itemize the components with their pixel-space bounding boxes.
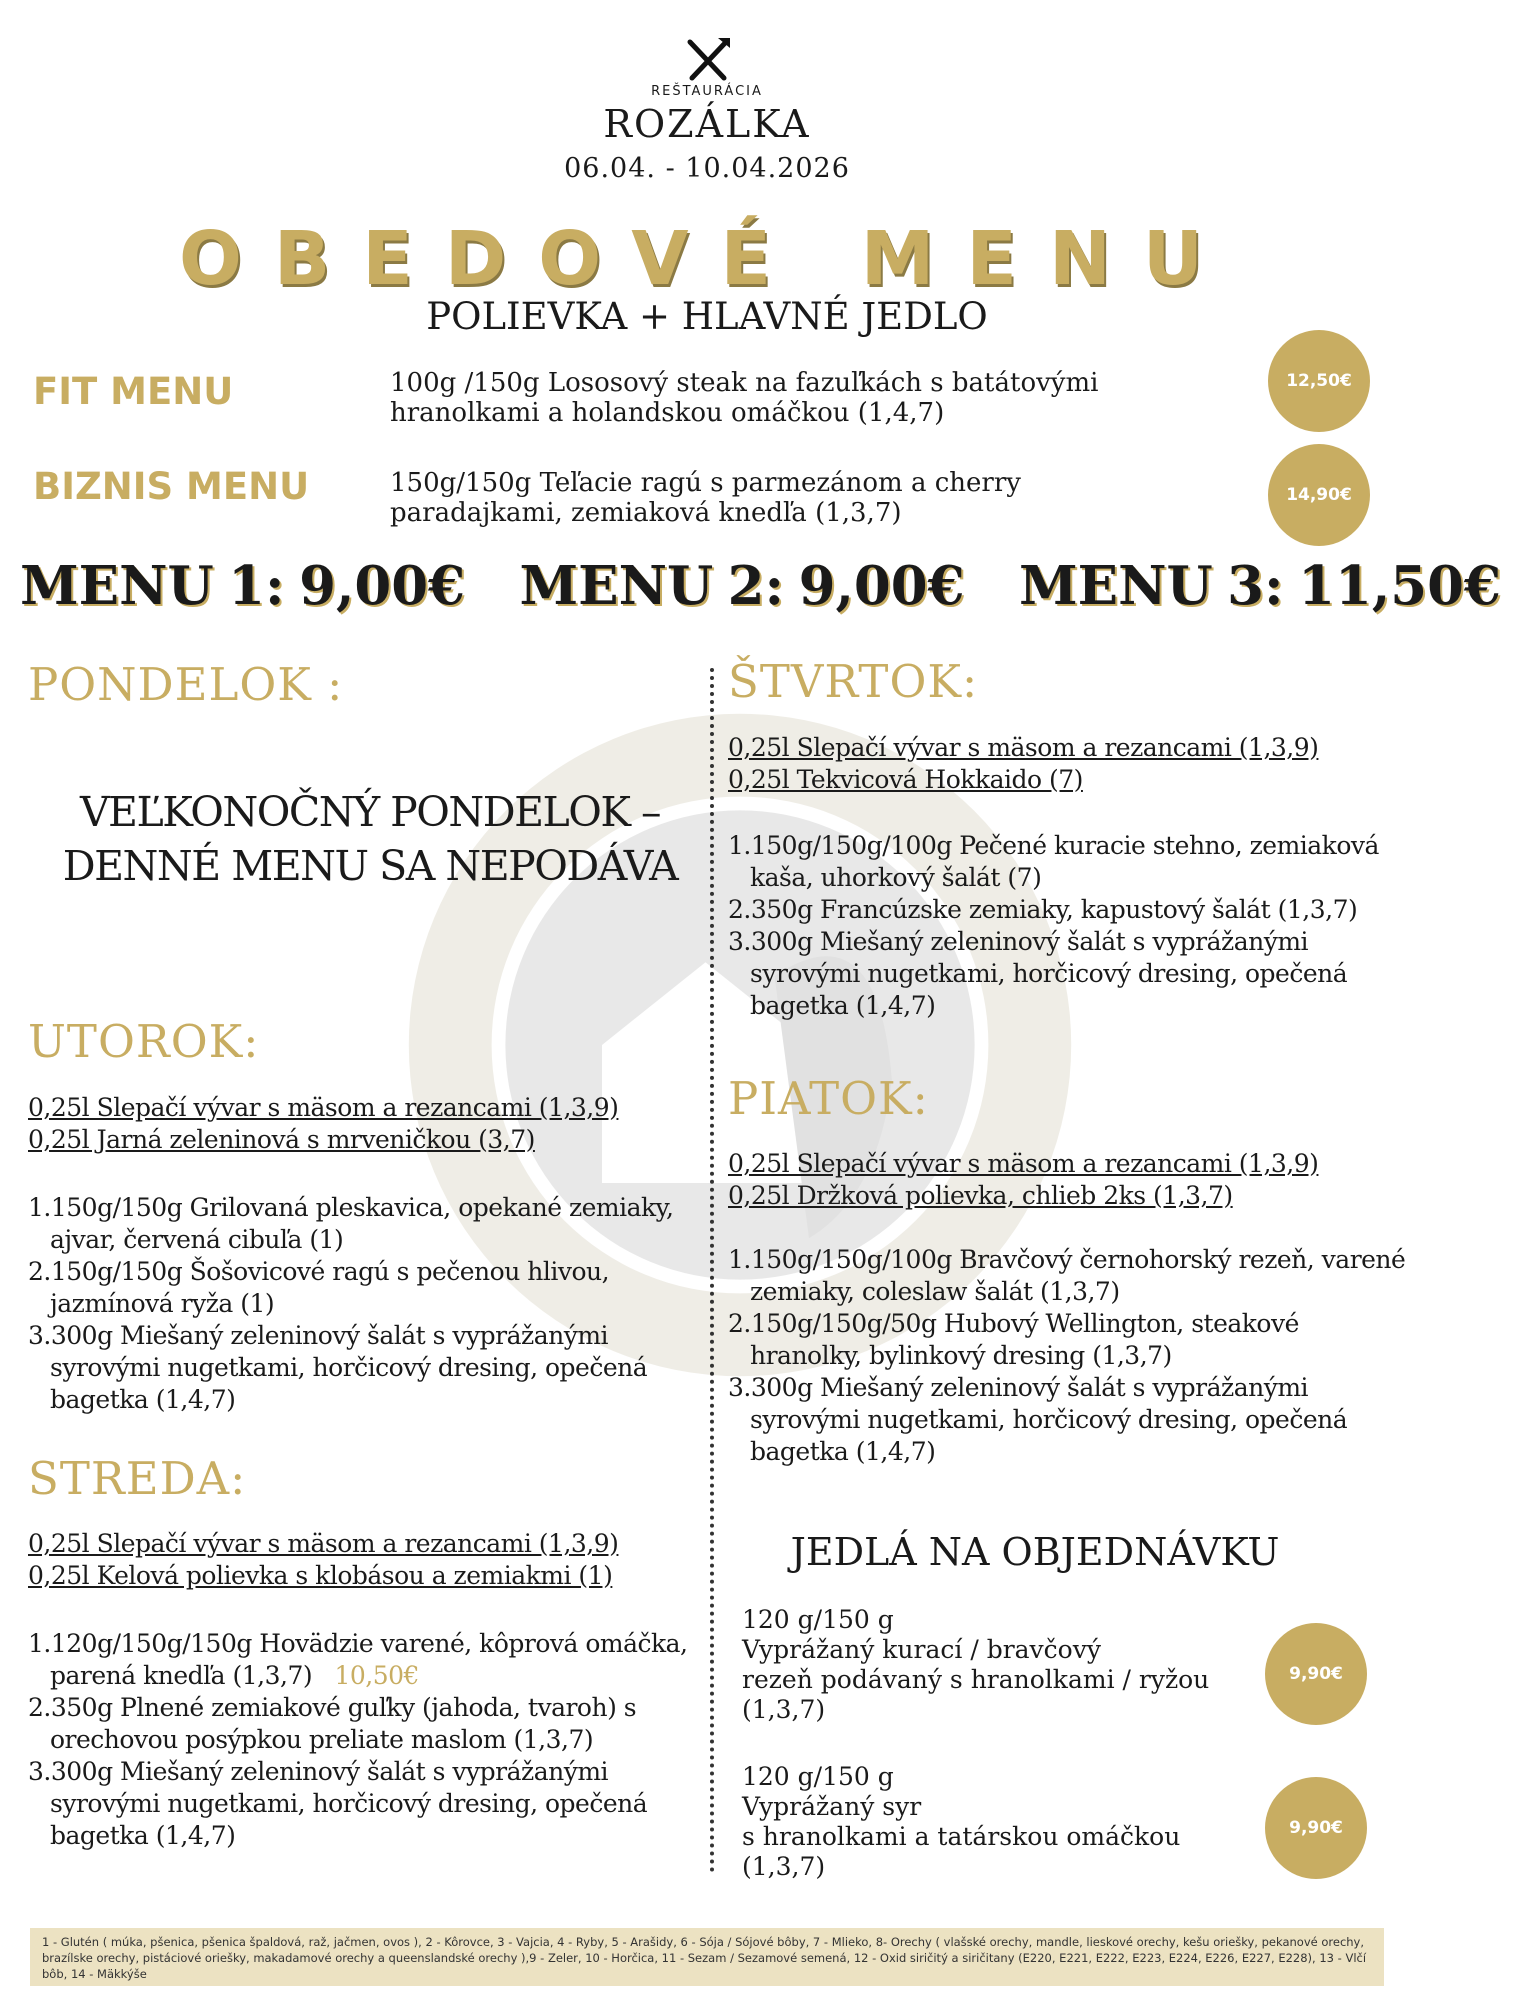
soup-item: 0,25l Slepačí vývar s mäsom a rezancami (1,3,9) (28, 1529, 619, 1558)
tuesday-dishes (28, 1192, 708, 1416)
soup-item: 0,25l Slepačí vývar s mäsom a rezancami (1,3,9) (728, 733, 1319, 762)
fit-menu-line: hranolkami a holandskou omáčkou (1,4,7) (390, 398, 945, 428)
friday-title: PIATOK: (728, 1072, 929, 1125)
soup-item: 0,25l Slepačí vývar s mäsom a rezancami (1,3,9) (728, 1149, 1319, 1178)
menu-prices (0, 555, 1501, 617)
biznis-menu-description (390, 468, 1021, 528)
dish-item: 1.150g/150g Grilovaná pleskavica, opekané zemiaky, ajvar, červená cibuľa (1) (28, 1193, 674, 1254)
friday-dishes (728, 1244, 1408, 1468)
page-subtitle: POLIEVKA + HLAVNÉ JEDLO (426, 295, 988, 338)
monday-note-line: DENNÉ MENU SA NEPODÁVA (62, 842, 678, 890)
order-title: JEDLÁ NA OBJEDNÁVKU (790, 1530, 1280, 1574)
order-item-price-badge: 9,90€ (1265, 1777, 1367, 1879)
order-item-line: Vyprážaný syr (742, 1792, 922, 1821)
order-item (742, 1762, 1222, 1882)
dish-item: 2.350g Plnené zemiakové guľky (jahoda, tvaroh) s orechovou posýpkou preliate maslom (1,3,7) (28, 1693, 637, 1754)
soup-item: 0,25l Tekvicová Hokkaido (7) (728, 765, 1083, 794)
menu-1-price: MENU 1: 9,00€ (20, 555, 466, 617)
soup-item: 0,25l Jarná zeleninová s mrveničkou (3,7) (28, 1125, 535, 1154)
order-item-line: (1,3,7) (742, 1852, 826, 1881)
wednesday-title: STREDA: (28, 1452, 247, 1505)
wednesday-dishes (28, 1628, 708, 1852)
friday-soups (728, 1148, 1388, 1212)
order-item-line: 120 g/150 g (742, 1762, 894, 1791)
fork-knife-icon (682, 34, 734, 86)
soup-item: 0,25l Kelová polievka s klobásou a zemiakmi (1) (28, 1561, 613, 1590)
menu-3-price: MENU 3: 11,50€ (1019, 555, 1501, 617)
thursday-soups (728, 732, 1388, 796)
dish-item: 3.300g Miešaný zeleninový šalát s vyprážanými syrovými nugetkami, horčicový dresing, opečená bagetka (1,4,7) (728, 927, 1348, 1020)
soup-item: 0,25l Slepačí vývar s mäsom a rezancami (1,3,9) (28, 1093, 619, 1122)
dish-item: 1.120g/150g/150g Hovädzie varené, kôprová omáčka, parená knedľa (1,3,7) 10,50€ (28, 1629, 688, 1690)
thursday-title: ŠTVRTOK: (728, 655, 979, 708)
monday-note (30, 785, 710, 893)
allergen-footer: 1 - Glutén ( múka, pšenica, pšenica špaldová, raž, jačmen, ovos ), 2 - Kôrovce, 3 - Vajcia, 4 - Ryby, 5 - Arašidy, 6 - Sója / Sójové bôby, 7 - Mlieko, 8- Orechy ( vlašské orechy, mandle, lieskové orechy, kešu oriešky, pekanové orechy, brazílske orechy, pistáciové oriešky, makadamové orechy a queenslandské orechy ),9 - Zeler, 10 - Horčica, 11 - Sezam / Sezamové semená, 12 - Oxid siričitý a siričitany (E220, E221, E222, E223, E224, E226, E227, E228), 13 - Vlčí bôb, 14 - Mäkkýše (30, 1928, 1384, 1986)
soup-item: 0,25l Držková polievka, chlieb 2ks (1,3,7) (728, 1181, 1233, 1210)
tuesday-soups (28, 1092, 698, 1156)
monday-title: PONDELOK : (28, 658, 344, 711)
dish-item: 2.150g/150g Šošovicové ragú s pečenou hlivou, jazmínová ryža (1) (28, 1257, 610, 1318)
monday-note-line: VEĽKONOČNÝ PONDELOK – (79, 788, 661, 836)
biznis-menu-price-badge: 14,90€ (1268, 444, 1370, 546)
dish-item: 2.350g Francúzske zemiaky, kapustový šalát (1,3,7) (728, 895, 1358, 924)
brand-name: ROZÁLKA (603, 102, 811, 146)
dish-item: 1.150g/150g/100g Pečené kuracie stehno, zemiaková kaša, uhorkový šalát (7) (728, 831, 1379, 892)
dish-item: 2.150g/150g/50g Hubový Wellington, steakové hranolky, bylinkový dresing (1,3,7) (728, 1309, 1299, 1370)
order-item-line: Vyprážaný kurací / bravčový (742, 1635, 1101, 1664)
order-item-line: (1,3,7) (742, 1695, 826, 1724)
wednesday-soups (28, 1528, 698, 1592)
dish-item: 3.300g Miešaný zeleninový šalát s vyprážanými syrovými nugetkami, horčicový dresing, opečená bagetka (1,4,7) (28, 1757, 648, 1850)
column-divider (710, 668, 714, 1873)
order-item-line: s hranolkami a tatárskou omáčkou (742, 1822, 1181, 1851)
menu-2-price: MENU 2: 9,00€ (519, 555, 965, 617)
fit-menu-description (390, 368, 1098, 428)
date-range: 06.04. - 10.04.2026 (564, 153, 850, 184)
brand-label: REŠTAURÁCIA (651, 84, 763, 99)
dish-extra-price: 10,50€ (334, 1661, 419, 1690)
biznis-menu-line: 150g/150g Teľacie ragú s parmezánom a cherry (390, 468, 1021, 498)
order-item-line: 120 g/150 g (742, 1605, 894, 1634)
page-title: OBEDOVÉ MENU (179, 216, 1235, 302)
fit-menu-line: 100g /150g Lososový steak na fazuľkách s batátovými (390, 368, 1099, 398)
biznis-menu-label: BIZNIS MENU (33, 465, 310, 508)
order-item (742, 1605, 1222, 1725)
fit-menu-price-badge: 12,50€ (1268, 330, 1370, 432)
tuesday-title: UTOROK: (28, 1015, 260, 1068)
biznis-menu-line: paradajkami, zemiaková knedľa (1,3,7) (390, 498, 902, 528)
order-item-price-badge: 9,90€ (1265, 1623, 1367, 1725)
dish-item: 1.150g/150g/100g Bravčový černohorský rezeň, varené zemiaky, coleslaw šalát (1,3,7) (728, 1245, 1406, 1306)
fit-menu-label: FIT MENU (33, 370, 234, 413)
order-item-line: rezeň podávaný s hranolkami / ryžou (742, 1665, 1210, 1694)
dish-item: 3.300g Miešaný zeleninový šalát s vyprážanými syrovými nugetkami, horčicový dresing, opečená bagetka (1,4,7) (728, 1373, 1348, 1466)
thursday-dishes (728, 830, 1398, 1022)
dish-item: 3.300g Miešaný zeleninový šalát s vyprážanými syrovými nugetkami, horčicový dresing, opečená bagetka (1,4,7) (28, 1321, 648, 1414)
